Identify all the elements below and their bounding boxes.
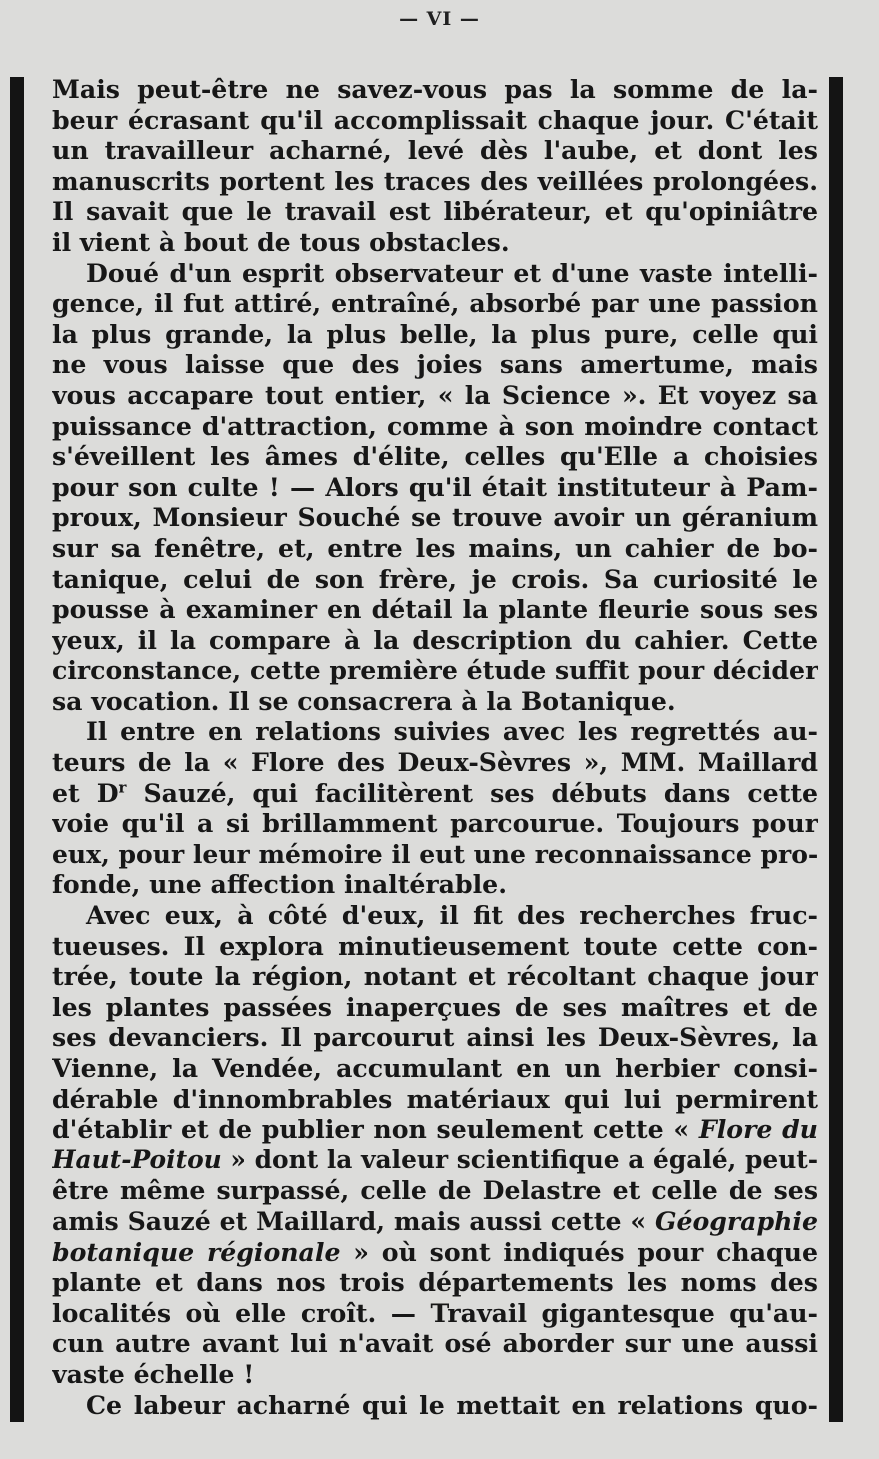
italic-title: Géographie	[654, 1205, 818, 1236]
text-line: tanique, celui de son frère, je crois. Sa curiosité le	[52, 563, 818, 594]
page-number-header: — VI —	[399, 8, 480, 30]
italic-title: Haut-Poitou	[52, 1144, 222, 1174]
text-fragment: amis Sauzé et Maillard, mais aussi cette «	[52, 1205, 655, 1236]
text-line: vous accapare tout entier, « la Science ». Et voyez sa	[52, 379, 818, 410]
text-line: Il savait que le travail est libérateur, et qu'opiniâtre	[52, 196, 818, 227]
right-margin-bar	[829, 77, 843, 1422]
text-line: manuscrits portent les traces des veillées prolongées.	[52, 165, 818, 196]
text-line: pour son culte ! — Alors qu'il était instituteur à Pam-	[52, 471, 818, 502]
text-line: localités où elle croît. — Travail gigantesque qu'au-	[52, 1297, 818, 1328]
text-line: s'éveillent les âmes d'élite, celles qu'Elle a choisies	[52, 441, 818, 472]
text-fragment: d'établir et de publier non seulement cette «	[52, 1114, 699, 1145]
italic-title: botanique régionale	[52, 1236, 341, 1267]
text-line: il vient à bout de tous obstacles.	[52, 226, 510, 257]
text-line: Il entre en relations suivies avec les regrettés au-	[86, 716, 818, 747]
text-line: circonstance, cette première étude suffit pour décider	[52, 655, 818, 686]
text-fragment: Sauzé, qui facilitèrent ses débuts dans cette	[126, 777, 818, 808]
text-line: vaste échelle !	[52, 1358, 255, 1389]
left-margin-bar	[10, 77, 24, 1422]
text-line-mixed	[52, 1237, 818, 1268]
body-text	[52, 74, 818, 1420]
text-line: proux, Monsieur Souché se trouve avoir un géranium	[52, 502, 818, 533]
paragraph-2	[52, 258, 818, 717]
superscript: r	[118, 778, 127, 797]
text-line: pousse à examiner en détail la plante fleurie sous ses	[52, 594, 818, 625]
text-line: tueuses. Il explora minutieusement toute cette con-	[52, 930, 818, 961]
text-line-mixed	[52, 1206, 818, 1237]
paragraph-4	[52, 900, 818, 1390]
text-line: être même surpassé, celle de Delastre et celle de ses	[52, 1175, 818, 1206]
text-line: Ce labeur acharné qui le mettait en relations quo-	[86, 1389, 818, 1420]
text-line: Vienne, la Vendée, accumulant en un herbier consi-	[52, 1053, 818, 1083]
text-line: ses devanciers. Il parcourut ainsi les Deux-Sèvres, la	[52, 1022, 818, 1053]
text-line: dérable d'innombrables matériaux qui lui permirent	[52, 1083, 818, 1114]
paragraph-3	[52, 716, 818, 900]
text-line: beur écrasant qu'il accomplissait chaque jour. C'était	[52, 104, 818, 135]
text-line: fonde, une affection inaltérable.	[52, 869, 507, 900]
text-line: cun autre avant lui n'avait osé aborder sur une aussi	[52, 1328, 818, 1359]
text-line: plante et dans nos trois départements les noms des	[52, 1267, 818, 1298]
paragraph-5	[52, 1390, 818, 1421]
text-line-mixed	[52, 1114, 818, 1145]
text-line: la plus grande, la plus belle, la plus pure, celle qui	[52, 318, 818, 349]
text-line: les plantes passées inaperçues de ses maîtres et de	[52, 991, 818, 1022]
italic-title: Flore du	[698, 1114, 818, 1145]
text-line: Doué d'un esprit observateur et d'une vaste intelli-	[86, 257, 818, 288]
text-line: Mais peut-être ne savez-vous pas la somme de la-	[52, 74, 818, 104]
text-line: eux, pour leur mémoire il eut une reconnaissance pro-	[52, 838, 818, 869]
text-line: puissance d'attraction, comme à son moindre contact	[52, 410, 818, 441]
text-line-mixed	[52, 778, 818, 809]
text-line: sa vocation. Il se consacrera à la Botanique.	[52, 685, 676, 716]
text-line: Avec eux, à côté d'eux, il fit des recherches fruc-	[86, 900, 818, 931]
text-line-mixed	[52, 1145, 818, 1176]
text-line: voie qu'il a si brillamment parcourue. Toujours pour	[52, 808, 818, 839]
text-fragment: » où sont indiqués pour chaque	[340, 1236, 818, 1267]
text-line: un travailleur acharné, levé dès l'aube, et dont les	[52, 135, 818, 166]
text-line: teurs de la « Flore des Deux-Sèvres », MM. Maillard	[52, 747, 818, 778]
text-fragment: et D	[52, 777, 119, 808]
text-line: gence, il fut attiré, entraîné, absorbé par une passion	[52, 288, 818, 319]
text-line: sur sa fenêtre, et, entre les mains, un cahier de bo-	[52, 532, 818, 563]
paragraph-1	[52, 74, 818, 258]
text-line: trée, toute la région, notant et récoltant chaque jour	[52, 961, 818, 992]
text-line: ne vous laisse que des joies sans amertume, mais	[52, 349, 818, 380]
text-line: yeux, il la compare à la description du cahier. Cette	[52, 624, 818, 655]
text-fragment: » dont la valeur scientifique a égalé, peut-	[221, 1144, 818, 1174]
